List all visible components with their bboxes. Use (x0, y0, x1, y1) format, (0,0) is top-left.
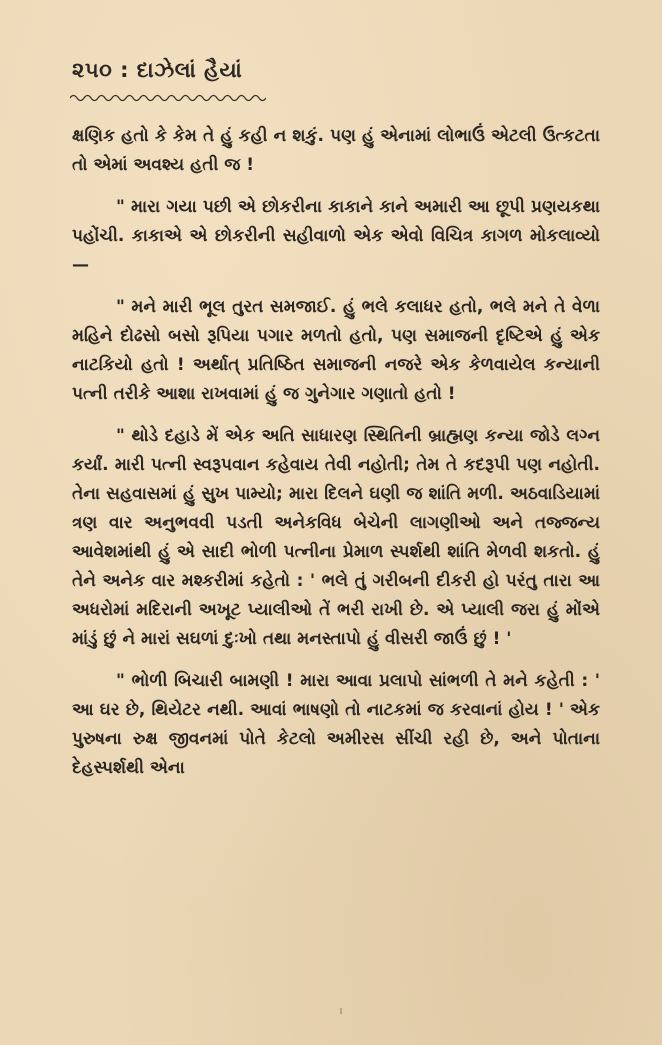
paragraph-1: ક્ષણિક હતો કે કેમ તે હું કહી ન શકું. પણ હું એનામાં લોભાઉં એટલી ઉત્કટતા તો એમાં અવશ્ય હતી જ ! (72, 126, 600, 175)
paragraph-2: " મારા ગયા પછી એ છોકરીના કાકાને કાને અમારી આ છૂપી પ્રણયકથા પહોંચી. કાકાએ એ છોકરીની સહીવાળો એક એવો વિચિત્ર કાગળ મોકલાવ્યો — (72, 197, 600, 275)
paragraph-4: " થોડે દહાડે મેં એક અતિ સાધારણ સ્થિતિની બ્રાહ્મણ કન્યા જોડે લગ્ન કર્યાં. મારી પત્ની સ્વરૂપવાન કહેવાય તેવી નહોતી; તેમ તે કદરૂપી પણ નહોતી. તેના સહવાસમાં હું સુખ પામ્યો; મારા દિલને ઘણી જ શાંતિ મળી. અઠવાડિયામાં ત્રણ વાર અનુભવવી પડતી અનેકવિધ બેચેની લાગણીઓ અને તજ્જન્ય આવેશમાંથી હું એ સાદી ભોળી પત્નીના પ્રેમાળ સ્પર્શથી શાંતિ મેળવી શકતો. હું તેને અનેક વાર મશ્કરીમાં કહેતો : ' ભલે તું ગરીબની દીકરી હો પરંતુ તારા આ અધરોમાં મદિરાની અખૂટ પ્યાલીઓ તેં ભરી રાખી છે. એ પ્યાલી જરા હું મોંએ માંડું છું ને મારાં સઘળાં દુઃખો તથા મનસ્તાપો હું વીસરી જાઉં છું ! ' (72, 426, 600, 649)
body-text (72, 122, 600, 796)
header-underline-squiggle (70, 93, 266, 103)
paragraph-5: " ભોળી બિચારી બામણી ! મારા આવા પ્રલાપો સાંભળી તે મને કહેતી : ' આ ઘર છે, થિયેટર નથી. આવાં ભાષણો તો નાટકમાં જ કરવાનાં હોય ! ' એક પુરુષના રુક્ષ જીવનમાં પોતે કેટલો અમીરસ સીંચી રહી છે, અને પોતાના દેહસ્પર્શથી એના (72, 671, 600, 778)
paragraph-3: " મને મારી ભૂલ તુરત સમજાઈ. હું ભલે કલાધર હતો, ભલે મને તે વેળા મહિને દોઢસો બસો રૂપિયા પગાર મળતો હતો, પણ સમાજની દૃષ્ટિએ હું એક નાટકિયો હતો ! અર્થાત્ પ્રતિષ્ઠિત સમાજની નજરે એક કેળવાયેલ કન્યાની પત્ની તરીકે આશા રાખવામાં હું જ ગુનેગાર ગણાતો હતો ! (72, 297, 600, 404)
page-header: ૨૫૦ : દાઝેલાં હૈયાં (72, 58, 243, 82)
page-speck (340, 1008, 342, 1014)
